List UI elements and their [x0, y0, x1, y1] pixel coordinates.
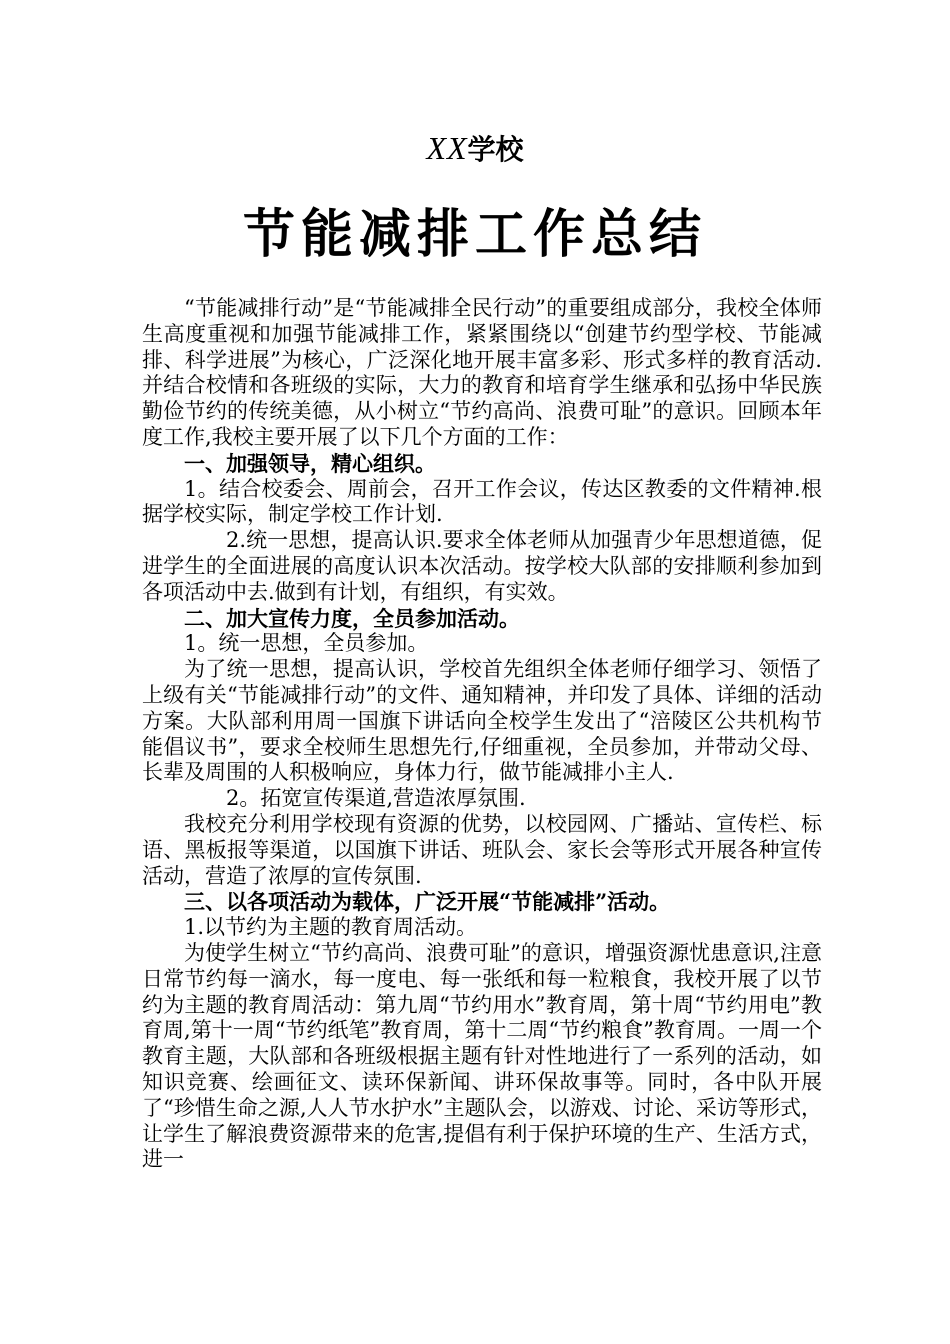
school-heading — [0, 128, 950, 170]
page-title: 节能减排工作总结 — [242, 205, 707, 265]
school-prefix: XX — [426, 130, 468, 166]
paragraph: “节能减排行动”是“节能减排全民行动”的重要组成部分，我校全体师生高度重视和加强节能减排工作，紧紧围绕以“创建节约型学校、节能减排、科学进展”为核心，广泛深化地开展丰富多彩、形式多样的教育活动.并结合校情和各班级的实际，大力的教育和培育学生继承和弘扬中华民族勤俭节约的传统美德，从小树立“节约高尚、浪费可耻”的意识。回顾本年度工作,我校主要开展了以下几个方面的工作： — [142, 296, 822, 449]
school-name: 学校 — [467, 133, 524, 166]
paragraph: 我校充分利用学校现有资源的优势，以校园网、广播站、宣传栏、标语、黑板报等渠道，以国旗下讲话、班队会、家长会等形式开展各种宣传活动，营造了浓厚的宣传氛围. — [142, 811, 822, 888]
paragraph: 1.以节约为主题的教育周活动。 — [184, 915, 478, 940]
paragraph: 2。拓宽宣传渠道,营造浓厚氛围. — [226, 786, 526, 811]
paragraph: 1。结合校委会、周前会，召开工作会议，传达区教委的文件精神.根据学校实际，制定学校工作计划. — [142, 476, 822, 527]
section-heading: 三、以各项活动为载体，广泛开展“节能减排”活动。 — [184, 889, 671, 915]
paragraph: 为了统一思想，提高认识，学校首先组织全体老师仔细学习、领悟了上级有关“节能减排行动”的文件、通知精神，并印发了具体、详细的活动方案。大队部利用周一国旗下讲话向全校学生发出了“涪陵区公共机构节能倡议书”，要求全校师生思想先行,仔细重视，全员参加，并带动父母、长辈及周围的人积极响应，身体力行，做节能减排小主人. — [142, 657, 822, 785]
paragraph: 2.统一思想，提高认识.要求全体老师从加强青少年思想道德，促进学生的全面进展的高度认识本次活动。按学校大队部的安排顺利参加到各项活动中去.做到有计划，有组织，有实效。 — [142, 528, 822, 604]
document-body — [142, 296, 822, 1173]
paragraph: 为使学生树立“节约高尚、浪费可耻”的意识，增强资源忧患意识,注意日常节约每一滴水，每一度电、每一张纸和每一粒粮食，我校开展了以节约为主题的教育周活动：第九周“节约用水”教育周，第十周“节约用电”教育周,第十一周“节约纸笔”教育周，第十二周“节约粮食”教育周。一周一个教育主题，大队部和各班级根据主题有针对性地进行了一系列的活动，如知识竞赛、绘画征文、读环保新闻、讲环保故事等。同时，各中队开展了“珍惜生命之源,人人节水护水”主题队会，以游戏、讨论、采访等形式，让学生了解浪费资源带来的危害,提倡有利于保护环境的生产、生活方式，进一 — [142, 940, 822, 1172]
section-heading: 二、加大宣传力度，全员参加活动。 — [184, 605, 520, 631]
section-heading: 一、加强领导，精心组织。 — [184, 450, 436, 476]
paragraph: 1。统一思想，全员参加。 — [184, 631, 429, 656]
